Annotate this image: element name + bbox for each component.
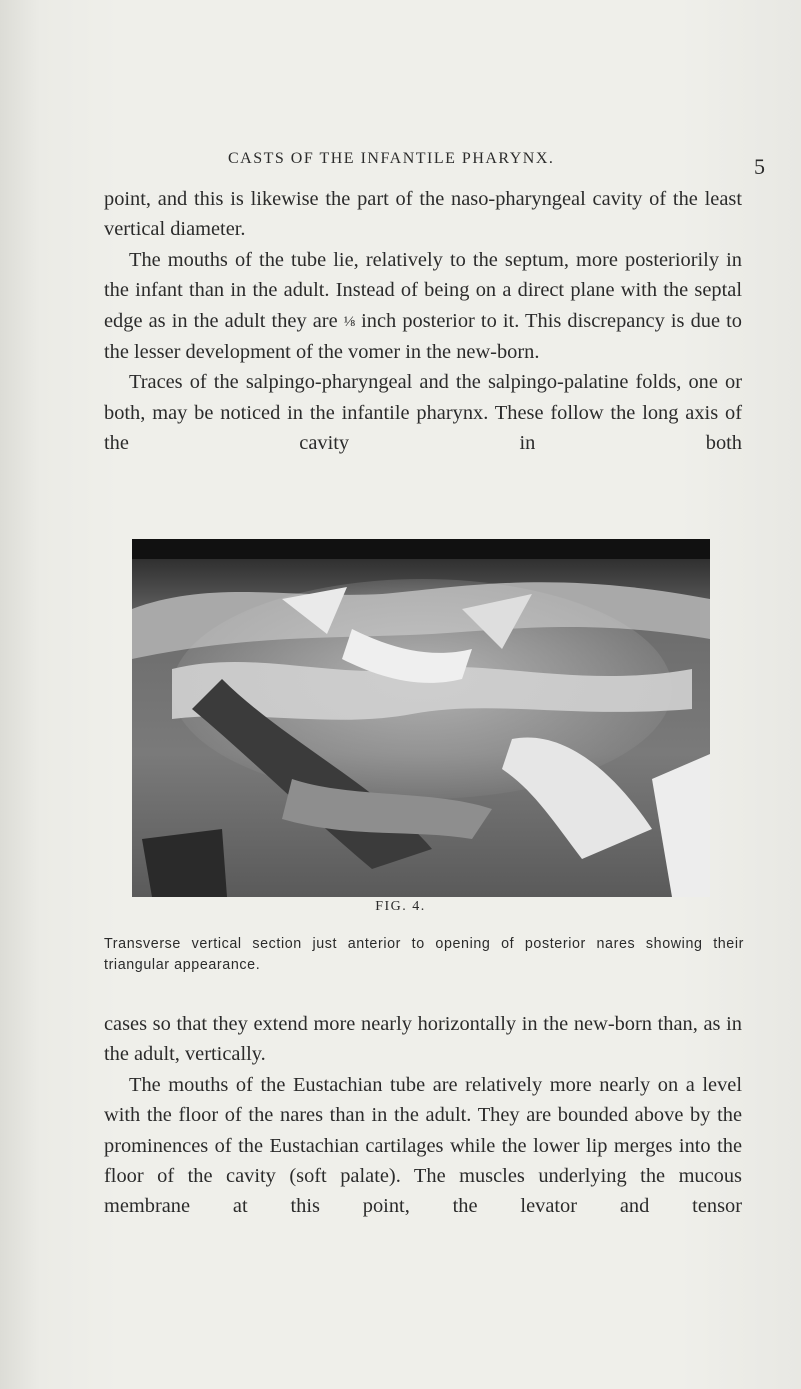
running-title: CASTS OF THE INFANTILE PHARYNX. [228, 150, 555, 167]
figure-photograph [132, 539, 710, 897]
body-text-top [104, 184, 742, 459]
paragraph [104, 367, 742, 458]
paragraph [104, 245, 742, 368]
fraction: ⅛ [343, 313, 356, 330]
body-text-bottom [104, 1009, 742, 1222]
figure-caption: Transverse vertical section just anterior to opening of posterior nares showing their triangular appearance. [104, 936, 744, 973]
paragraph-text: cases so that they extend more nearly horizontally in the new-born than, as in the adult, vertically. [104, 1013, 742, 1066]
paragraph [104, 1070, 742, 1222]
paragraph-text: Traces of the salpingo-pharyngeal and the salpingo-palatine folds, one or both, may be noticed in the infantile pharynx. These follow the long axis of the cavity in both [104, 371, 742, 455]
paragraph-text: point, and this is likewise the part of the naso-pharyngeal cavity of the least vertical diameter. [104, 188, 742, 241]
figure-label: FIG. 4. [375, 899, 426, 914]
section-photo [132, 539, 710, 897]
paragraph [104, 1009, 742, 1070]
paragraph-text: The mouths of the Eustachian tube are relatively more nearly on a level with the floor of the nares than in the adult. They are bounded above by the prominences of the Eustachian cartilages while the lower lip merges into the floor of the cavity (soft palate). The muscles underlying the mucous membrane at this point, the levator and tensor [104, 1073, 742, 1218]
paragraph [104, 184, 742, 245]
paragraph-text: The mouths of the tube lie, relatively to the septum, more posteriorily in the infant than in the adult. Instead of being on a direct plane with the septal edge as in the adult they are [104, 248, 742, 332]
page-number: 5 [754, 154, 765, 179]
paragraph-text: inch posterior to it. This discrepancy is due to the lesser development of the vomer in the new-born. [104, 309, 742, 364]
